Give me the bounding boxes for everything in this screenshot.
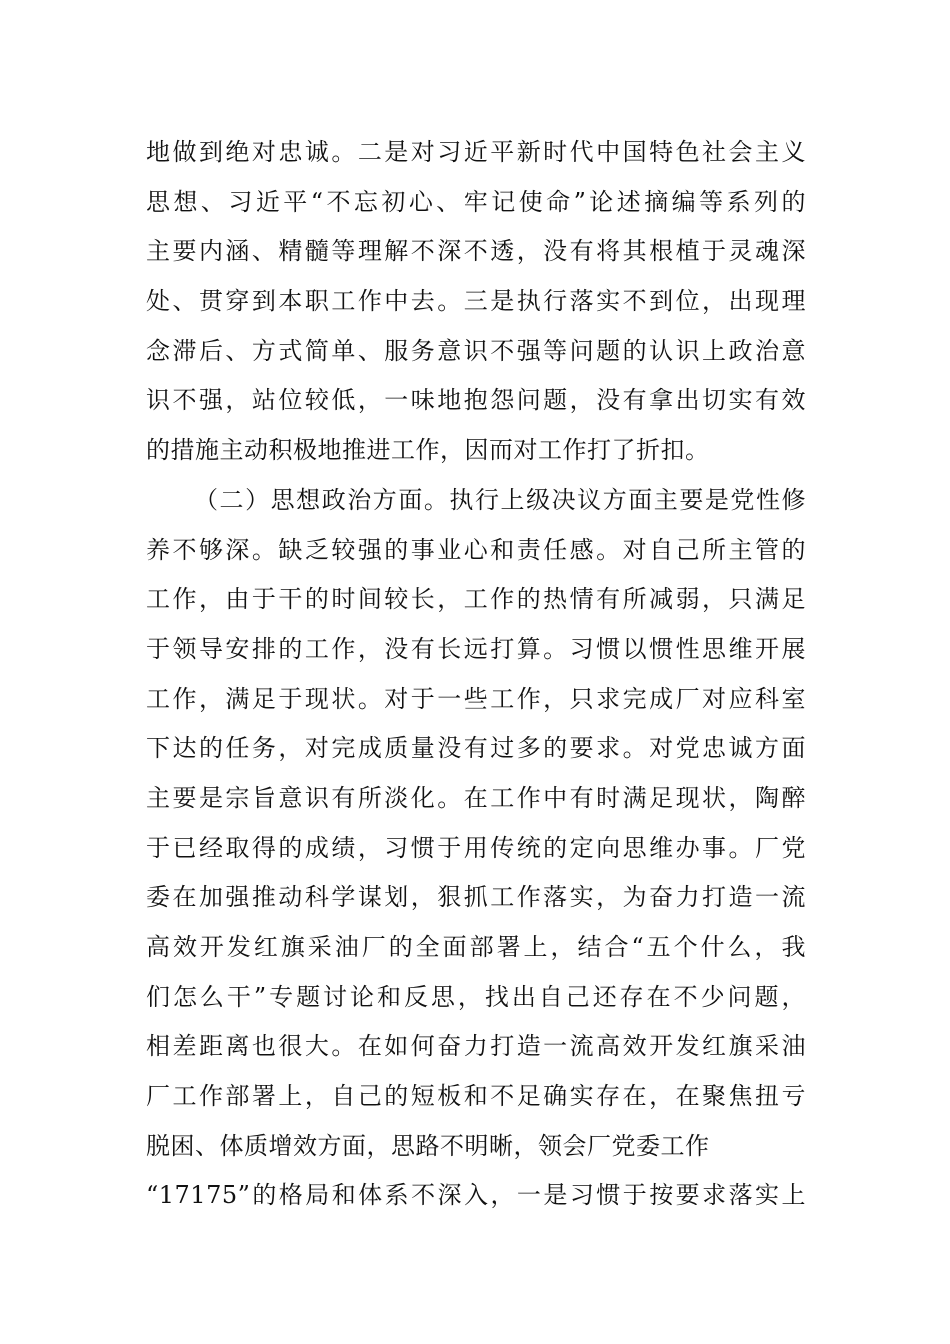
text-line: 工作，满足于现状。对于一些工作，只求完成厂对应科室: [146, 684, 806, 713]
text-line: 于领导安排的工作，没有长远打算。习惯以惯性思维开展: [146, 634, 806, 663]
text-line: 养不够深。缺乏较强的事业心和责任感。对自己所主管的: [146, 535, 806, 564]
text-line: 相差距离也很大。在如何奋力打造一流高效开发红旗采油: [146, 1032, 806, 1061]
text-line: 的措施主动积极地推进工作，因而对工作打了折扣。: [146, 436, 710, 465]
text-line: 委在加强推动科学谋划，狠抓工作落实，为奋力打造一流: [146, 883, 806, 912]
text-line: 念滞后、方式简单、服务意识不强等问题的认识上政治意: [146, 336, 806, 365]
text-line: 主要是宗旨意识有所淡化。在工作中有时满足现状，陶醉: [146, 783, 806, 812]
text-line: 于已经取得的成绩，习惯于用传统的定向思维办事。厂党: [146, 833, 806, 862]
text-line: 脱困、体质增效方面，思路不明晰，领会厂党委工作: [146, 1131, 710, 1160]
text-line: 们怎么干”专题讨论和反思，找出自己还存在不少问题，: [146, 982, 806, 1011]
text-line: 厂工作部署上，自己的短板和不足确实存在，在聚焦扭亏: [146, 1082, 806, 1111]
paragraph-2: [146, 476, 806, 1221]
text-line: 下达的任务，对完成质量没有过多的要求。对党忠诚方面: [146, 734, 806, 763]
text-line: 处、贯穿到本职工作中去。三是执行落实不到位，出现理: [146, 287, 806, 316]
text-line: “17175”的格局和体系不深入，一是习惯于按要求落实上: [146, 1181, 806, 1210]
text-line: 高效开发红旗采油厂的全面部署上，结合“五个什么，我: [146, 933, 806, 961]
text-line: 地做到绝对忠诚。二是对习近平新时代中国特色社会主义: [146, 138, 806, 166]
text-line: 工作，由于干的时间较长，工作的热情有所减弱，只满足: [146, 585, 806, 614]
text-line: 思想、习近平“不忘初心、牢记使命”论述摘编等系列的: [146, 187, 806, 216]
text-line: （二）思想政治方面。执行上级决议方面主要是党性修: [194, 485, 806, 514]
text-line: 识不强，站位较低，一味地抱怨问题，没有拿出切实有效: [146, 386, 806, 415]
text-line: 主要内涵、精髓等理解不深不透，没有将其根植于灵魂深: [146, 237, 806, 266]
paragraph-1: [146, 128, 806, 476]
body-text: [146, 128, 806, 1221]
